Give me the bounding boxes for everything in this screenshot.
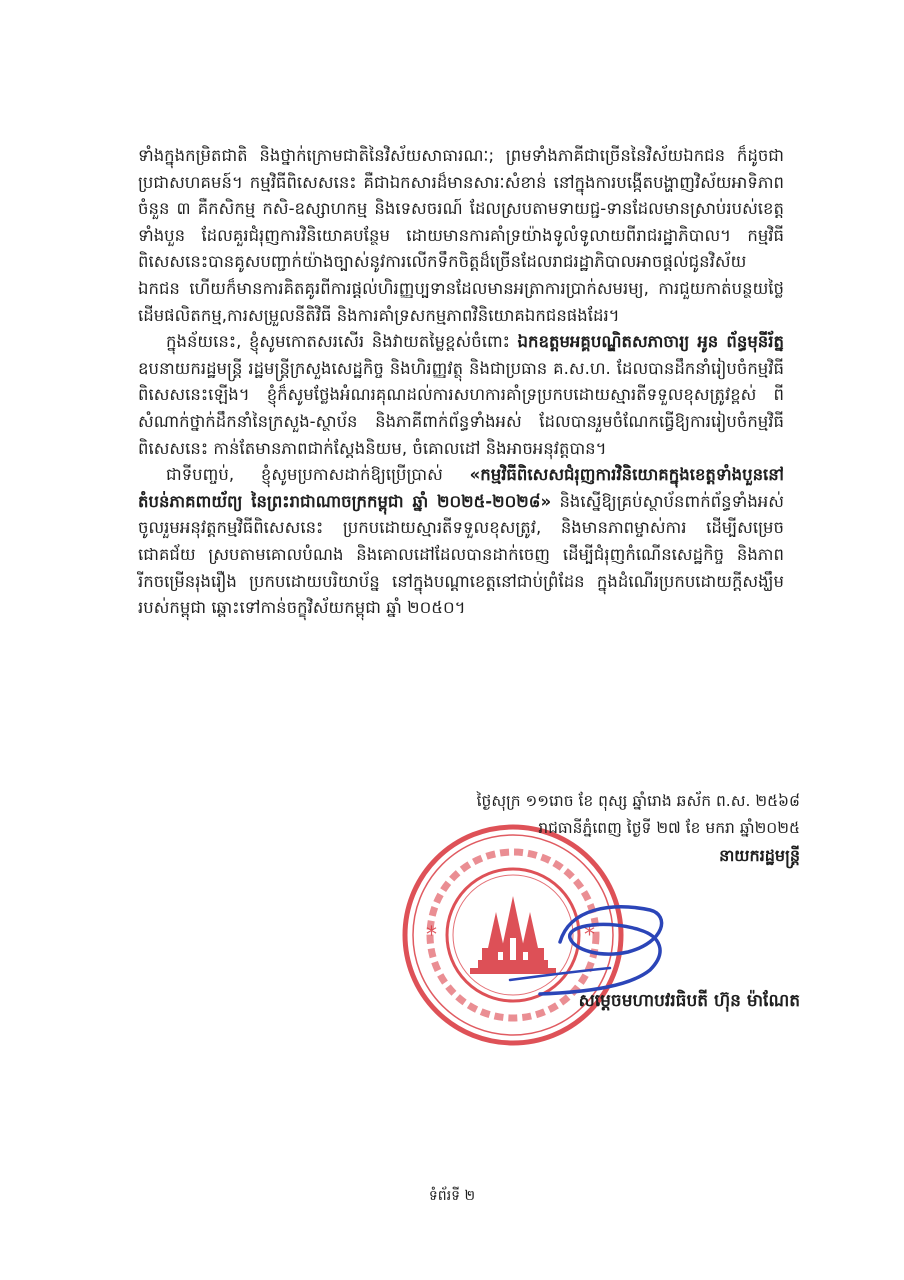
signature-icon bbox=[500, 880, 710, 1000]
program-title: «កម្មវិធីពិសេសជំរុញការវិនិយោគក្នុងខេត្តទាំងបួននៅតំបន់ភាគពាយ័ព្យ នៃព្រះរាជាណាចក្រកម្ពុជា ឆ្នាំ ២០២៥-២០២៨» bbox=[138, 465, 784, 511]
paragraph-3-rest: និងស្នើឱ្យគ្រប់ស្ថាប័នពាក់ព័ន្ធទាំងអស់ ចូលរួមអនុវត្តកម្មវិធីពិសេសនេះ ប្រកបដោយស្មារតីទទួលខុសត្រូវ, និងមានភាពម្ចាស់ការ ដើម្បីសម្រេចជោគជ័យ ស្របតាមគោលបំណង និងគោលដៅដែលបានដាក់ចេញ ដើម្បីជំរុញកំណើនសេដ្ឋកិច្ច និងភាពរីកចម្រើនរុងរឿង ប្រកបដោយបរិយាប័ន្ន នៅក្នុងបណ្តាខេត្តនៅជាប់ព្រំដែន ក្នុងដំណើរប្រកបដោយក្តីសង្ឃឹមរបស់កម្ពុជា ឆ្ពោះទៅកាន់ចក្ខុវិស័យកម្ពុជា ឆ្នាំ ២០៥០។ bbox=[138, 491, 784, 618]
solar-date: រាជធានីភ្នំពេញ ថ្ងៃទី ២៧ ខែ មករា ឆ្នាំ២០២៥ bbox=[538, 819, 800, 837]
lunar-date: ថ្ងៃសុក្រ ១១រោច ខែ ពុស្ស ឆ្នាំរោង ឆស័ក ព.ស. ២៥៦៨ bbox=[476, 792, 800, 810]
paragraph-3 bbox=[138, 462, 784, 622]
signatory-title: នាយករដ្ឋមន្ត្រី bbox=[719, 846, 800, 865]
page-number: ទំព័រទី ២ bbox=[428, 1188, 476, 1204]
paragraph-2-rest: ឧបនាយករដ្ឋមន្ត្រី រដ្ឋមន្ត្រីក្រសួងសេដ្ឋកិច្ច និងហិរញ្ញវត្ថុ និងជាប្រធាន គ.ស.ហ. ដែលបានដឹកនាំរៀបចំកម្មវិធីពិសេសនេះឡើង។ ខ្ញុំក៏សូមថ្លែងអំណរគុណដល់ការសហការគាំទ្រប្រកបដោយស្មារតីទទួលខុសត្រូវខ្ពស់ ពីសំណាក់ថ្នាក់ដឹកនាំនៃក្រសួង-ស្ថាប័ន និងភាគីពាក់ព័ន្ធទាំងអស់ ដែលបានរួមចំណែកធ្វើឱ្យការរៀបចំកម្មវិធីពិសេសនេះ កាន់តែមានភាពជាក់ស្តែងនិយម, ចំគោលដៅ និងអាចអនុវត្តបាន។ bbox=[138, 358, 784, 458]
paragraph-2-intro: ក្នុងន័យនេះ, ខ្ញុំសូមកោតសរសើរ និងវាយតម្លៃខ្ពស់ចំពោះ bbox=[166, 332, 518, 352]
svg-text:*: * bbox=[426, 923, 437, 948]
date-block bbox=[420, 788, 800, 869]
signer-name: សម្តេចមហាបវរធិបតី ហ៊ុន ម៉ាណែត bbox=[578, 991, 800, 1011]
paragraph-3-intro: ជាទីបញ្ចប់, ខ្ញុំសូមប្រកាសដាក់ឱ្យប្រើប្រាស់ bbox=[166, 465, 470, 485]
honoree-name: ឯកឧត្តមអគ្គបណ្ឌិតសភាចារ្យ អូន ព័ន្ធមុនីរ័ត្ន bbox=[517, 332, 784, 352]
svg-text:*: * bbox=[584, 923, 595, 948]
document-body bbox=[138, 143, 784, 622]
paragraph-2 bbox=[138, 329, 784, 462]
paragraph-1: ទាំងក្នុងកម្រិតជាតិ និងថ្នាក់ក្រោមជាតិនៃវិស័យសាធារណៈ; ព្រមទាំងភាគីជាច្រើននៃវិស័យឯកជន ក៏ដូចជាប្រជាសហគមន៍។ កម្មវិធីពិសេសនេះ គឺជាឯកសារដ៏មានសារៈសំខាន់ នៅក្នុងការបង្កើតបង្ហាញវិស័យអាទិភាពចំនួន ៣ គឺកសិកម្ម កសិ-ឧស្សាហកម្ម និងទេសចរណ៍ ដែលស្របតាមទាយជ្ជ-ទានដែលមានស្រាប់របស់ខេត្តទាំងបួន ដែលគួរជំរុញការវិនិយោគបន្ថែម ដោយមានការគាំទ្រយ៉ាងទូលំទូលាយពីរាជរដ្ឋាភិបាល។ កម្មវិធីពិសេសនេះបានគូសបញ្ជាក់យ៉ាងច្បាស់នូវការលើកទឹកចិត្តដ៏ច្រើនដែលរាជរដ្ឋាភិបាលអាចផ្តល់ជូនវិស័យឯកជន ហើយក៏មានការគិតគូរពីការផ្តល់ហិរញ្ញប្បទានដែលមានអត្រាការប្រាក់សមរម្យ, ការជួយកាត់បន្ថយថ្លៃដើមផលិតកម្ម,ការសម្រួលនីតិវិធី និងការគាំទ្រសកម្មភាពវិនិយោគឯកជនផងដែរ។ bbox=[138, 146, 784, 325]
